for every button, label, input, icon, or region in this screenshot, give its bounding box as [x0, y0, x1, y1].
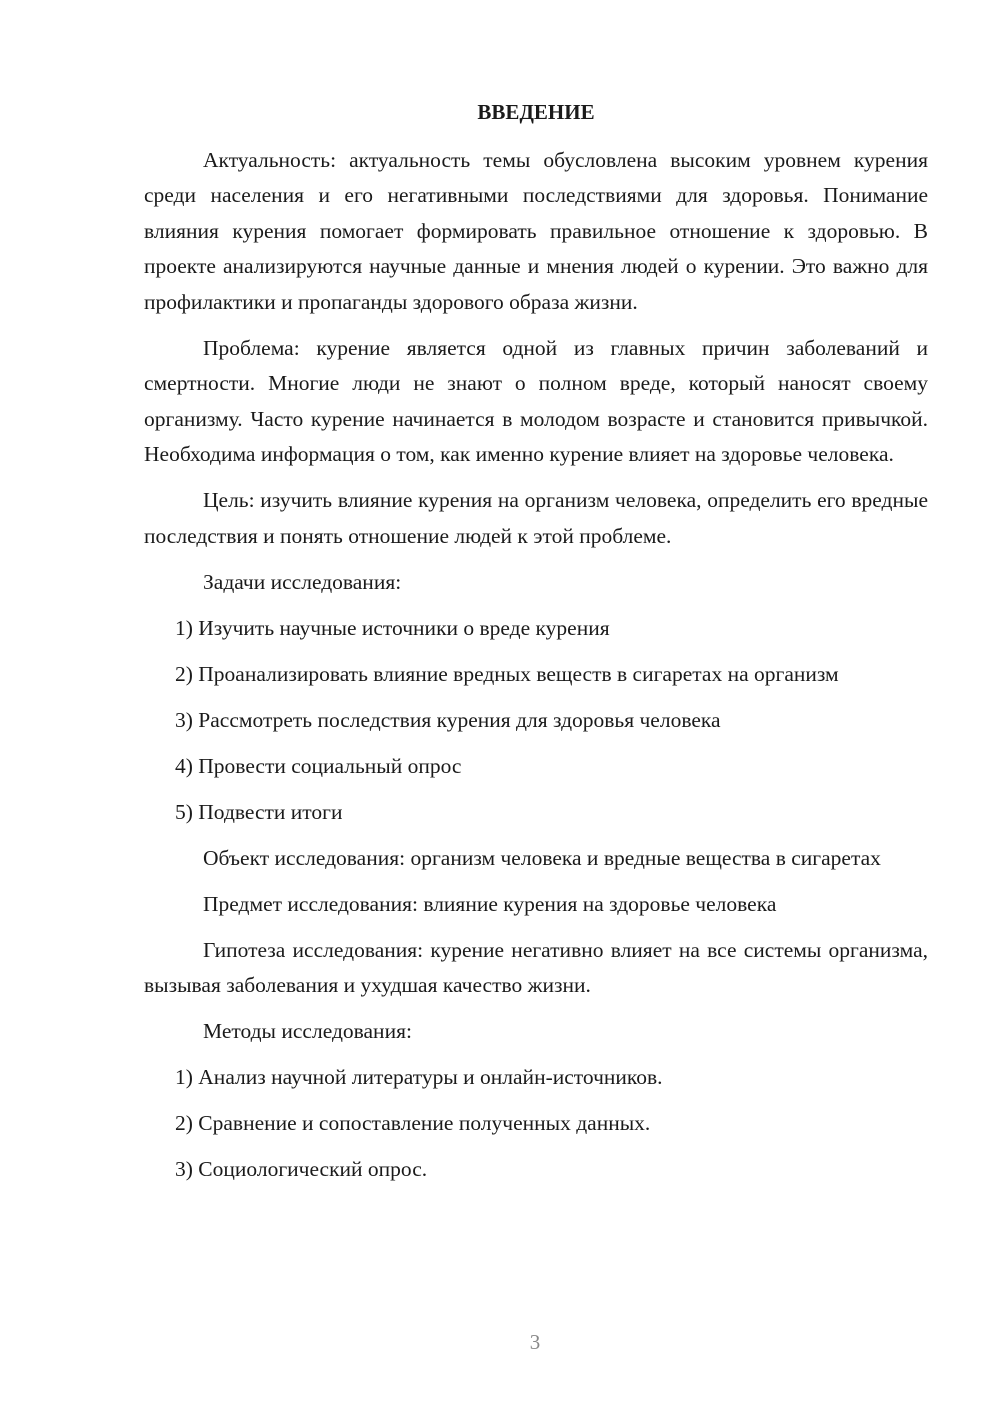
method-item: 1) Анализ научной литературы и онлайн-источников.	[175, 1065, 663, 1089]
task-item: 2) Проанализировать влияние вредных веществ в сигаретах на организм	[175, 661, 839, 686]
method-item: 3) Социологический опрос.	[175, 1157, 428, 1181]
problem-paragraph: Проблема: курение является одной из главных причин заболеваний и смертности. Многие люди не знают о полном вреде, который наносят своему организму. Часто курение начинается в молодом возрасте и становится привычкой. Необходима информация о том, как именно курение влияет на здоровье человека.	[144, 335, 928, 466]
task-item: 5) Подвести итоги	[175, 799, 343, 824]
document-page	[144, 95, 928, 1198]
page-title: ВВЕДЕНИЕ	[477, 100, 595, 124]
task-item: 1) Изучить научные источники о вреде курения	[175, 615, 610, 640]
relevance-paragraph: Актуальность: актуальность темы обусловлена высоким уровнем курения среди населения и его негативными последствиями для здоровья. Понимание влияния курения помогает формировать правильное отношение к здоровью. В проекте анализируются научные данные и мнения людей о курении. Это важно для профилактики и пропаганды здорового образа жизни.	[144, 147, 928, 314]
task-item: 3) Рассмотреть последствия курения для здоровья человека	[175, 707, 721, 732]
tasks-heading: Задачи исследования:	[203, 569, 402, 594]
goal-paragraph: Цель: изучить влияние курения на организм человека, определить его вредные последствия и понять отношение людей к этой проблеме.	[144, 488, 928, 548]
page-number: 3	[529, 1330, 541, 1354]
task-item: 4) Провести социальный опрос	[175, 753, 462, 778]
subject-paragraph: Предмет исследования: влияние курения на здоровье человека	[203, 891, 777, 916]
hypothesis-paragraph: Гипотеза исследования: курение негативно влияет на все системы организма, вызывая заболевания и ухудшая качество жизни.	[144, 937, 928, 997]
methods-heading: Методы исследования:	[203, 1019, 412, 1043]
object-paragraph: Объект исследования: организм человека и вредные вещества в сигаретах	[203, 845, 881, 870]
method-item: 2) Сравнение и сопоставление полученных данных.	[175, 1111, 651, 1135]
